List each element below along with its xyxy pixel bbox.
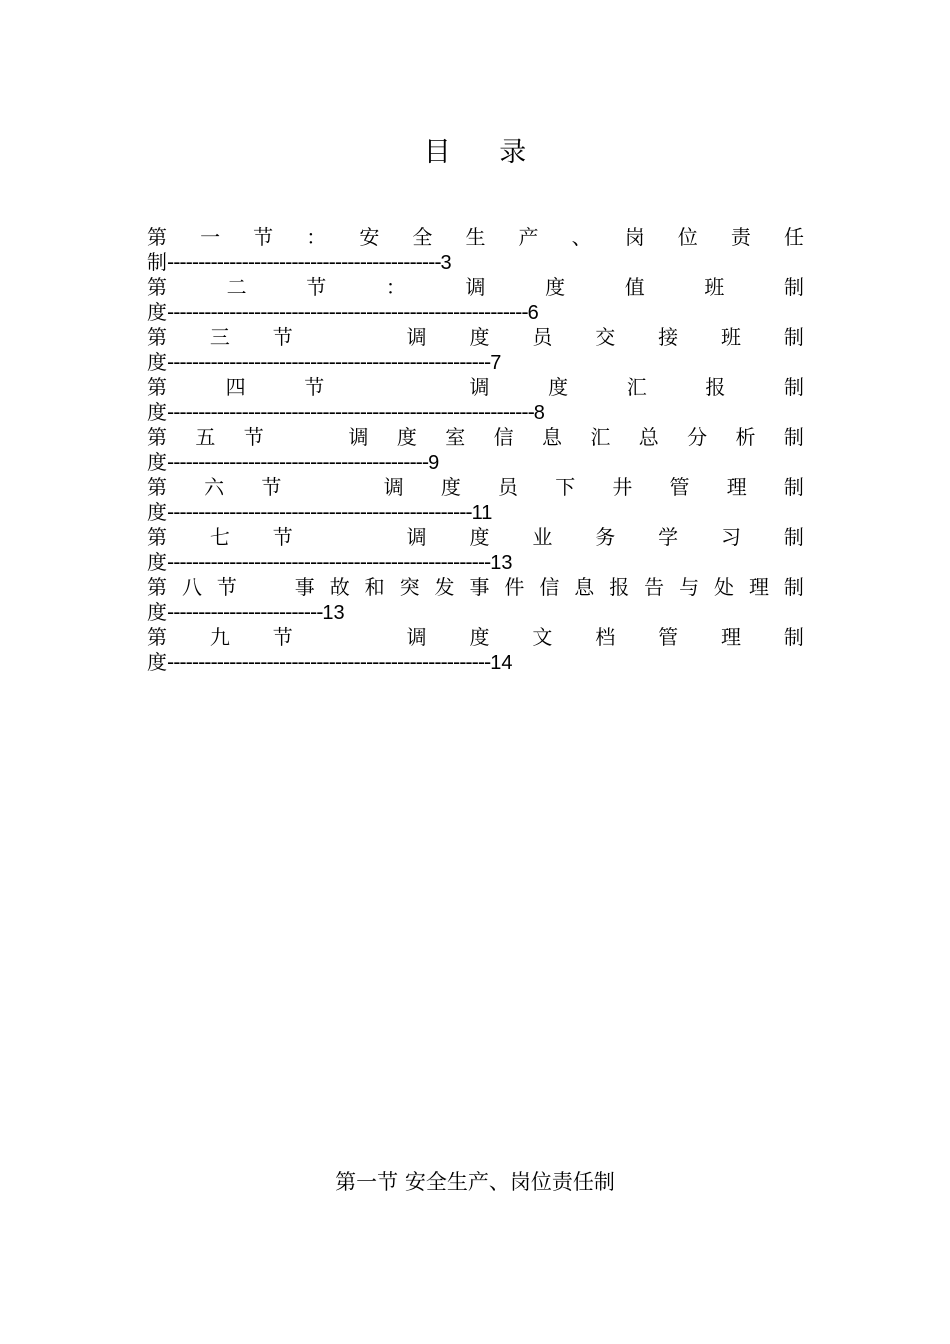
toc-tail-char: 度 [147, 600, 167, 624]
toc-leader-dashes: ---------------------------------------------------- [167, 550, 491, 574]
toc-spacer [336, 625, 364, 650]
toc-char: 度 [469, 525, 490, 549]
toc-char: 制 [783, 425, 804, 449]
toc-leader-dashes: ------------------------------------------ [167, 450, 429, 474]
toc-char: 调 [469, 375, 490, 399]
toc-char: 员 [498, 475, 519, 499]
toc-entry-title [147, 275, 804, 300]
toc-char: ： [385, 275, 406, 299]
toc-char: 理 [748, 575, 769, 599]
toc-char: 全 [412, 225, 433, 249]
toc-char: 接 [658, 325, 679, 349]
toc-leader-dashes: ---------------------------------------------------------- [167, 300, 528, 324]
toc-char: 第 [147, 625, 167, 649]
toc-char: 岗 [624, 225, 645, 249]
toc-char: 理 [726, 475, 747, 499]
toc-leader-dashes: ---------------------------------------------------- [167, 350, 491, 374]
toc-entry-title [147, 625, 804, 650]
toc-char: 二 [226, 275, 247, 299]
toc-char: 班 [721, 325, 742, 349]
toc-page-number: 3 [440, 252, 452, 274]
toc-char: 班 [704, 275, 725, 299]
toc-char: 事 [469, 575, 490, 599]
toc-page-number: 7 [490, 352, 502, 374]
toc-entry-title [147, 475, 804, 500]
toc-char: 息 [542, 425, 562, 449]
toc-entry[interactable] [147, 475, 804, 525]
toc-char: 汇 [626, 375, 647, 399]
toc-char: 理 [721, 625, 742, 649]
toc-page-number: 13 [490, 552, 513, 574]
toc-leader-dashes: ------------------------------------------------- [167, 500, 472, 524]
toc-char: 一 [200, 225, 221, 249]
toc-char: 度 [396, 425, 417, 449]
toc-char: 节 [243, 425, 264, 449]
toc-char: 四 [225, 375, 246, 399]
toc-char: 下 [555, 475, 576, 499]
toc-entry-leader [147, 500, 804, 525]
toc-char: 室 [445, 425, 466, 449]
toc-entry-leader [147, 350, 804, 375]
toc-char: 制 [783, 525, 804, 549]
toc-spacer [336, 325, 364, 350]
toc-char: 五 [195, 425, 216, 449]
toc-char: 信 [493, 425, 514, 449]
toc-entry[interactable] [147, 225, 804, 275]
toc-char: 节 [304, 375, 325, 399]
toc-char: 档 [595, 625, 616, 649]
toc-char: 度 [545, 275, 566, 299]
toc-char: 责 [730, 225, 751, 249]
toc-char: 员 [532, 325, 553, 349]
toc-tail-char: 度 [147, 450, 167, 474]
toc-page-number: 11 [471, 502, 493, 524]
toc-char: 息 [574, 575, 595, 599]
toc-char: 事 [294, 575, 315, 599]
section-heading: 第一节 安全生产、岗位责任制 [335, 1170, 615, 1194]
toc-char: 总 [638, 425, 659, 449]
toc-char: 产 [518, 225, 539, 249]
toc-entry[interactable] [147, 625, 804, 675]
toc-char: 学 [658, 525, 679, 549]
toc-entry-leader [147, 250, 804, 275]
toc-char: 节 [272, 625, 293, 649]
toc-char: 第 [147, 375, 167, 399]
toc-char: 报 [705, 375, 726, 399]
toc-char: 与 [679, 575, 700, 599]
toc-char: 节 [253, 225, 274, 249]
toc-char: 值 [624, 275, 645, 299]
toc-spacer [383, 375, 411, 400]
toc-entry-leader [147, 300, 804, 325]
toc-char: 七 [209, 525, 230, 549]
toc-entry[interactable] [147, 325, 804, 375]
toc-entry[interactable] [147, 375, 804, 425]
toc-char: 信 [539, 575, 560, 599]
toc-tail-char: 度 [147, 300, 167, 324]
toc-char: 第 [147, 325, 167, 349]
toc-leader-dashes: -------------------------------------------- [167, 250, 441, 274]
toc-entry-leader [147, 600, 804, 625]
toc-char: 制 [783, 575, 804, 599]
toc-tail-char: 制 [147, 250, 167, 274]
toc-char: 件 [504, 575, 525, 599]
toc-char: 调 [383, 475, 404, 499]
toc-entry-title [147, 525, 804, 550]
toc-char: 位 [677, 225, 698, 249]
toc-spacer [319, 475, 347, 500]
toc-tail-char: 度 [147, 550, 167, 574]
toc-entry-title [147, 425, 804, 450]
toc-char: 发 [434, 575, 455, 599]
toc-spacer [292, 425, 320, 450]
toc-char: 八 [181, 575, 202, 599]
toc-char: 业 [532, 525, 553, 549]
toc-char: 制 [783, 475, 804, 499]
toc-char: 九 [209, 625, 230, 649]
toc-page-number: 14 [490, 652, 513, 674]
toc-char: 任 [783, 225, 804, 249]
toc-char: 调 [348, 425, 369, 449]
toc-leader-dashes: ------------------------- [167, 600, 323, 624]
toc-entry-title [147, 375, 804, 400]
toc-char: 调 [406, 525, 427, 549]
toc-char: 文 [532, 625, 553, 649]
toc-char: 六 [204, 475, 225, 499]
toc-leader-dashes: ----------------------------------------------------------- [167, 400, 534, 424]
toc-char: 分 [687, 425, 708, 449]
toc-char: 度 [469, 625, 490, 649]
toc-entry[interactable] [147, 275, 804, 325]
toc-tail-char: 度 [147, 650, 167, 674]
toc-char: 度 [548, 375, 569, 399]
toc-char: 汇 [590, 425, 611, 449]
toc-tail-char: 度 [147, 350, 167, 374]
toc-char: 调 [406, 325, 427, 349]
toc-char: ： [306, 225, 327, 249]
toc-char: 调 [406, 625, 427, 649]
toc-char: 务 [595, 525, 616, 549]
toc-char: 井 [612, 475, 633, 499]
toc-entry[interactable] [147, 575, 804, 625]
toc-char: 制 [783, 325, 804, 349]
toc-entry-leader [147, 550, 804, 575]
toc-char: 调 [465, 275, 486, 299]
toc-entry-leader [147, 450, 804, 475]
toc-page-number: 6 [527, 302, 539, 324]
toc-char: 节 [272, 525, 293, 549]
toc-char: 管 [658, 625, 679, 649]
toc-char: 第 [147, 525, 167, 549]
toc-char: 交 [595, 325, 616, 349]
toc-entry-leader [147, 400, 804, 425]
toc-page-number: 13 [322, 602, 345, 624]
toc-char: 节 [306, 275, 327, 299]
toc-char: 生 [465, 225, 486, 249]
toc-char: 告 [644, 575, 665, 599]
toc-char: 第 [147, 225, 167, 249]
toc-entry-leader [147, 650, 804, 675]
toc-char: 、 [571, 225, 592, 249]
table-of-contents [147, 225, 804, 675]
toc-char: 突 [399, 575, 420, 599]
toc-char: 第 [147, 425, 167, 449]
toc-spacer [252, 575, 280, 600]
toc-char: 第 [147, 275, 167, 299]
toc-char: 制 [784, 375, 804, 399]
toc-char: 故 [329, 575, 350, 599]
toc-char: 安 [359, 225, 380, 249]
toc-char: 和 [364, 575, 385, 599]
toc-char: 第 [147, 575, 167, 599]
toc-char: 度 [469, 325, 490, 349]
toc-char: 习 [721, 525, 742, 549]
toc-spacer [336, 525, 364, 550]
toc-char: 析 [735, 425, 756, 449]
toc-char: 处 [714, 575, 734, 599]
toc-char: 制 [783, 625, 804, 649]
toc-char: 第 [147, 475, 167, 499]
toc-char: 度 [440, 475, 461, 499]
toc-entry-title [147, 575, 804, 600]
toc-char: 报 [609, 575, 630, 599]
toc-char: 制 [784, 275, 804, 299]
toc-tail-char: 度 [147, 400, 167, 424]
toc-char: 管 [669, 475, 690, 499]
toc-entry[interactable] [147, 525, 804, 575]
toc-entry-title [147, 325, 804, 350]
toc-tail-char: 度 [147, 500, 167, 524]
toc-page-number: 9 [428, 452, 440, 474]
toc-char: 三 [209, 325, 230, 349]
toc-entry-title [147, 225, 804, 250]
toc-entry[interactable] [147, 425, 804, 475]
toc-char: 节 [261, 475, 282, 499]
toc-char: 节 [216, 575, 237, 599]
toc-leader-dashes: ---------------------------------------------------- [167, 650, 491, 674]
toc-page-number: 8 [533, 402, 545, 424]
toc-char: 节 [272, 325, 293, 349]
toc-title: 目 录 [423, 137, 547, 168]
